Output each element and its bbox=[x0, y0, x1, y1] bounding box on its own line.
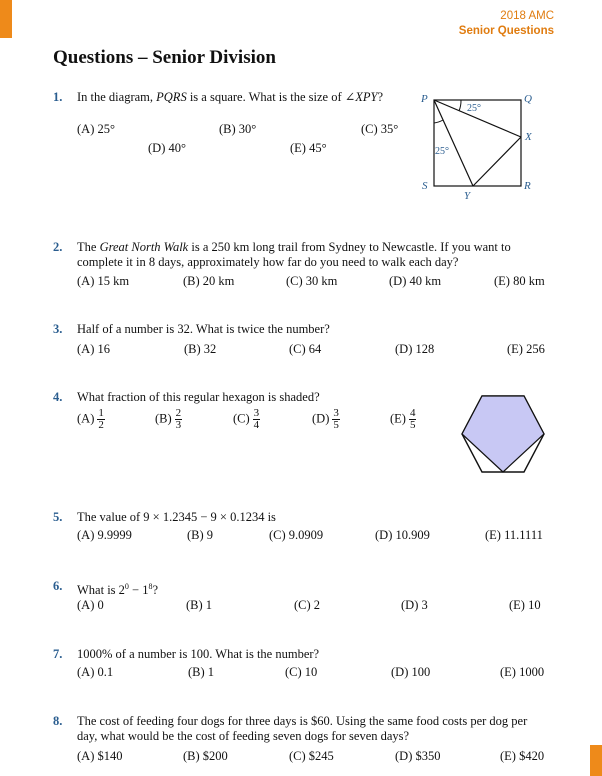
point-label-x: X bbox=[525, 131, 532, 143]
question-7-option-c[interactable]: (C) 10 bbox=[285, 665, 318, 679]
question-4-option-c[interactable]: (C) $\frac{3}{4}$ bbox=[233, 407, 260, 431]
angle-label-top: 25° bbox=[467, 103, 481, 114]
point-label-y: Y bbox=[464, 190, 471, 202]
question-7-number: 7. bbox=[53, 647, 63, 661]
question-4-option-b[interactable]: (B) $\frac{2}{3}$ bbox=[155, 407, 182, 431]
question-4-option-e[interactable]: (E) $\frac{4}{5}$ bbox=[390, 407, 416, 431]
question-4-option-a[interactable]: (A) $\frac{1}{2}$ bbox=[77, 407, 104, 431]
question-6-option-c[interactable]: (C) 2 bbox=[294, 598, 321, 612]
question-2-option-d[interactable]: (D) 40 km bbox=[389, 274, 442, 288]
question-8-text-line-2: day, what would be the cost of feeding seven dogs for seven days? bbox=[77, 729, 410, 743]
angle-label-left: 25° bbox=[435, 146, 449, 157]
question-3-option-d[interactable]: (D) 128 bbox=[395, 342, 435, 356]
question-2-option-c[interactable]: (C) 30 km bbox=[286, 274, 338, 288]
question-8-option-b[interactable]: (B) $200 bbox=[183, 749, 228, 763]
question-1-option-c[interactable]: (C) 35° bbox=[361, 122, 399, 136]
question-3-text: Half of a number is 32. What is twice the number? bbox=[77, 322, 330, 336]
question-2-option-a[interactable]: (A) 15 km bbox=[77, 274, 130, 288]
vertex-label-s: S bbox=[422, 180, 428, 192]
question-4-option-d[interactable]: (D) $\frac{3}{5}$ bbox=[312, 407, 339, 431]
question-7-option-e[interactable]: (E) 1000 bbox=[500, 665, 545, 679]
square-pqrs-diagram bbox=[415, 88, 550, 203]
question-3-option-c[interactable]: (C) 64 bbox=[289, 342, 322, 356]
question-2-option-b[interactable]: (B) 20 km bbox=[183, 274, 235, 288]
vertex-label-r: R bbox=[524, 180, 531, 192]
shaded-hexagon-diagram bbox=[458, 390, 548, 480]
question-6-text: What is $2^0 - 1^8$? bbox=[77, 582, 159, 598]
question-2-text-line-2: complete it in 8 days, approximately how far do you need to walk each day? bbox=[77, 255, 459, 269]
vertex-label-q: Q bbox=[524, 93, 532, 105]
question-1-number: 1. bbox=[53, 90, 63, 104]
question-8-option-c[interactable]: (C) $245 bbox=[289, 749, 334, 763]
question-3-option-e[interactable]: (E) 256 bbox=[507, 342, 545, 356]
question-3-number: 3. bbox=[53, 322, 63, 336]
orange-corner-tab-bottom bbox=[590, 745, 602, 776]
question-6-option-d[interactable]: (D) 3 bbox=[401, 598, 428, 612]
question-8-option-e[interactable]: (E) $420 bbox=[500, 749, 545, 763]
question-7-option-d[interactable]: (D) 100 bbox=[391, 665, 431, 679]
question-1-text: In the diagram, PQRS is a square. What is the size of ∠XPY? bbox=[77, 90, 384, 104]
vertex-label-p: P bbox=[421, 93, 428, 105]
question-5-option-b[interactable]: (B) 9 bbox=[187, 528, 214, 542]
question-1-option-a[interactable]: (A) 25° bbox=[77, 122, 115, 136]
hexagon-shaded-region bbox=[462, 396, 544, 472]
question-3-option-a[interactable]: (A) 16 bbox=[77, 342, 110, 356]
question-6-option-a[interactable]: (A) 0 bbox=[77, 598, 104, 612]
orange-corner-tab-top bbox=[0, 0, 12, 38]
question-8-option-a[interactable]: (A) $140 bbox=[77, 749, 123, 763]
question-1-option-b[interactable]: (B) 30° bbox=[219, 122, 257, 136]
question-8-text-line-1: The cost of feeding four dogs for three days is $60. Using the same food costs per dog per bbox=[77, 714, 528, 728]
page-title: Questions – Senior Division bbox=[53, 47, 276, 68]
question-4-text: What fraction of this regular hexagon is shaded? bbox=[77, 390, 320, 404]
question-8-number: 8. bbox=[53, 714, 63, 728]
question-3-option-b[interactable]: (B) 32 bbox=[184, 342, 217, 356]
question-5-number: 5. bbox=[53, 510, 63, 524]
question-7-text: 1000% of a number is 100. What is the number? bbox=[77, 647, 320, 661]
question-5-option-d[interactable]: (D) 10.909 bbox=[375, 528, 430, 542]
question-5-option-e[interactable]: (E) 11.1111 bbox=[485, 528, 543, 542]
segment-xy bbox=[473, 137, 521, 186]
question-6-number: 6. bbox=[53, 579, 63, 593]
header-section: Senior Questions bbox=[458, 25, 554, 37]
angle-arc-left bbox=[434, 120, 443, 123]
question-5-option-a[interactable]: (A) 9.9999 bbox=[77, 528, 132, 542]
question-6-option-b[interactable]: (B) 1 bbox=[186, 598, 213, 612]
question-2-number: 2. bbox=[53, 240, 63, 254]
header-year: 2018 AMC bbox=[500, 10, 554, 22]
angle-arc-top bbox=[459, 100, 461, 111]
question-1-option-d[interactable]: (D) 40° bbox=[148, 141, 186, 155]
question-2-option-e[interactable]: (E) 80 km bbox=[494, 274, 545, 288]
question-7-option-a[interactable]: (A) 0.1 bbox=[77, 665, 114, 679]
question-5-option-c[interactable]: (C) 9.0909 bbox=[269, 528, 324, 542]
question-7-option-b[interactable]: (B) 1 bbox=[188, 665, 215, 679]
question-2-text-line-1: The Great North Walk is a 250 km long trail from Sydney to Newcastle. If you want to bbox=[77, 240, 511, 254]
question-5-text: The value of 9 × 1.2345 − 9 × 0.1234 is bbox=[77, 510, 276, 524]
question-6-option-e[interactable]: (E) 10 bbox=[509, 598, 541, 612]
question-4-number: 4. bbox=[53, 390, 63, 404]
question-8-option-d[interactable]: (D) $350 bbox=[395, 749, 441, 763]
question-1-option-e[interactable]: (E) 45° bbox=[290, 141, 327, 155]
